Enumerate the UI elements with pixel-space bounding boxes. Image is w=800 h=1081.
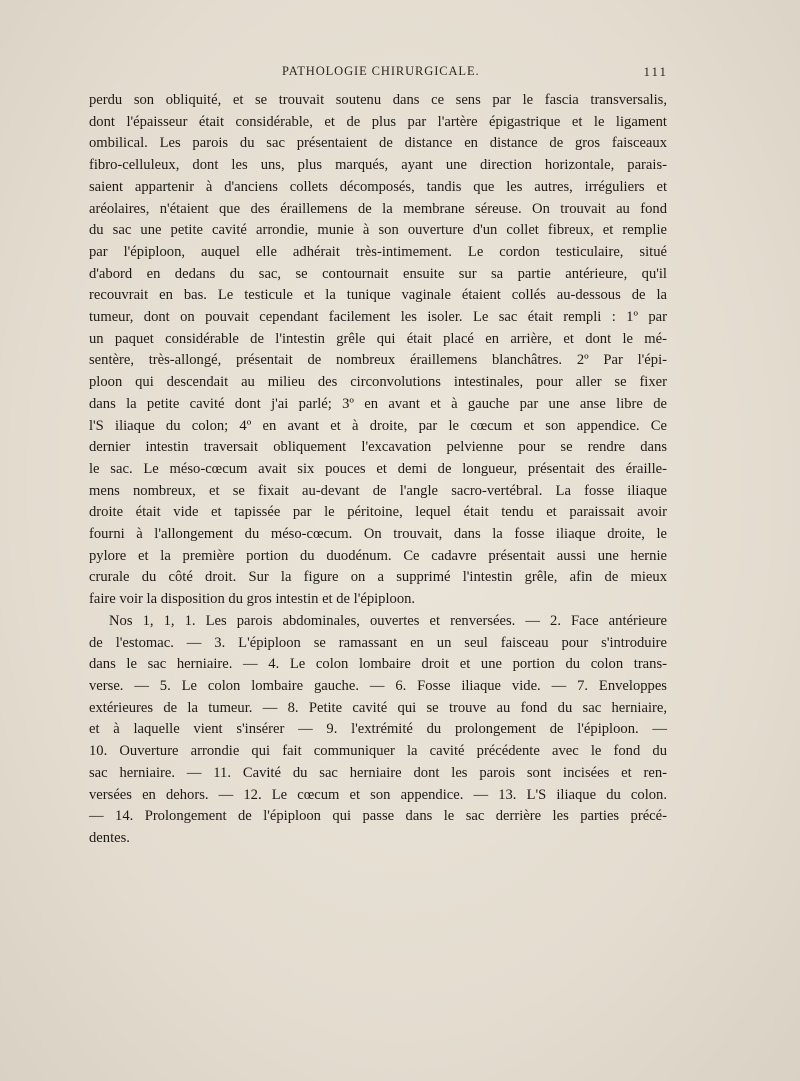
text-line: dont l'épaisseur était considérable, et de plus par l'artère épigastrique et le ligament (89, 113, 667, 130)
text-line: recouvrait en bas. Le testicule et la tunique vaginale étaient collés au-dessous de la (89, 287, 667, 304)
text-line: fourni à l'allongement du méso-cœcum. On trouvait, dans la fosse iliaque droite, le (89, 526, 667, 543)
paragraph-case-description (89, 90, 667, 611)
text-line: sac herniaire. — 11. Cavité du sac herniaire dont les parois sont incisées et ren- (89, 764, 667, 781)
text-line: dentes. (89, 829, 130, 846)
text-line: verse. — 5. Le colon lombaire gauche. — 6. Fosse iliaque vide. — 7. Enveloppes (89, 677, 667, 694)
text-line: Nos 1, 1, 1. Les parois abdominales, ouvertes et renversées. — 2. Face antérieure (109, 612, 667, 629)
body-text (89, 90, 667, 850)
text-line: et à laquelle vient s'insérer — 9. l'extrémité du prolongement de l'épiploon. — (89, 721, 667, 738)
text-line: — 14. Prolongement de l'épiploon qui passe dans le sac derrière les parties précé- (89, 808, 667, 825)
text-line: dans le sac herniaire. — 4. Le colon lombaire droit et une portion du colon trans- (89, 656, 667, 673)
text-line: d'abord en dedans du sac, se contournait ensuite sur sa partie antérieure, qu'il (89, 265, 667, 282)
text-line: tumeur, dont on pouvait cependant facilement les isoler. Le sac était rempli : 1º par (89, 309, 667, 326)
text-line: dans la petite cavité dont j'ai parlé; 3º en avant et à gauche par une anse libre de (89, 395, 667, 412)
text-line: saient appartenir à d'anciens collets décomposés, tandis que les autres, irréguliers et (89, 178, 667, 195)
page-number: 111 (643, 64, 668, 79)
text-line: extérieures de la tumeur. — 8. Petite cavité qui se trouve au fond du sac herniaire, (89, 699, 667, 716)
running-head-title: PATHOLOGIE CHIRURGICALE. (282, 64, 480, 78)
text-line: faire voir la disposition du gros intestin et de l'épiploon. (89, 591, 416, 608)
paragraph-figure-legend (89, 611, 667, 850)
text-line: de l'estomac. — 3. L'épiploon se ramassant en un seul faisceau pour s'introduire (89, 634, 667, 651)
text-line: perdu son obliquité, et se trouvait soutenu dans ce sens par le fascia transversalis, (89, 92, 667, 108)
text-line: un paquet considérable de l'intestin grêle qui était placé en arrière, et dont le mé- (89, 330, 667, 347)
text-line: le sac. Le méso-cœcum avait six pouces et demi de longueur, présentait des éraille- (89, 460, 667, 477)
text-line: dernier intestin traversait obliquement l'excavation pelvienne pour se rendre dans (89, 439, 667, 456)
text-line: crurale du côté droit. Sur la figure on a supprimé l'intestin grêle, afin de mieux (89, 569, 667, 586)
text-line: mens nombreux, et se fixait au-devant de l'angle sacro-vertébral. La fosse iliaque (89, 482, 667, 499)
text-line: versées en dehors. — 12. Le cœcum et son appendice. — 13. L'S iliaque du colon. (89, 786, 667, 803)
text-line: sentère, très-allongé, présentait de nombreux éraillemens blanchâtres. 2º Par l'épi- (89, 352, 667, 369)
text-line: 10. Ouverture arrondie qui fait communiquer la cavité précédente avec le fond du (89, 743, 667, 760)
running-head (89, 64, 672, 84)
text-line: fibro-celluleux, dont les uns, plus marqués, ayant une direction horizontale, parais- (89, 157, 667, 174)
text-line: ombilical. Les parois du sac présentaient de distance en distance de gros faisceaux (89, 135, 667, 152)
text-line: ploon qui descendait au milieu des circonvolutions intestinales, pour aller se fixer (89, 374, 667, 391)
text-line: droite était vide et tapissée par le péritoine, lequel était tendu et paraissait avoir (89, 504, 667, 521)
text-line: du sac une petite cavité arrondie, munie à son ouverture d'un collet fibreux, et remplie (89, 222, 667, 239)
text-line: par l'épiploon, auquel elle adhérait très-intimement. Le cordon testiculaire, situé (89, 243, 667, 260)
text-line: aréolaires, n'étaient que des éraillemens de la membrane séreuse. On trouvait au fond (89, 200, 667, 217)
text-line: pylore et la première portion du duodénum. Ce cadavre présentait aussi une hernie (89, 547, 667, 564)
text-line: l'S iliaque du colon; 4º en avant et à droite, par le cœcum et son appendice. Ce (89, 417, 667, 434)
